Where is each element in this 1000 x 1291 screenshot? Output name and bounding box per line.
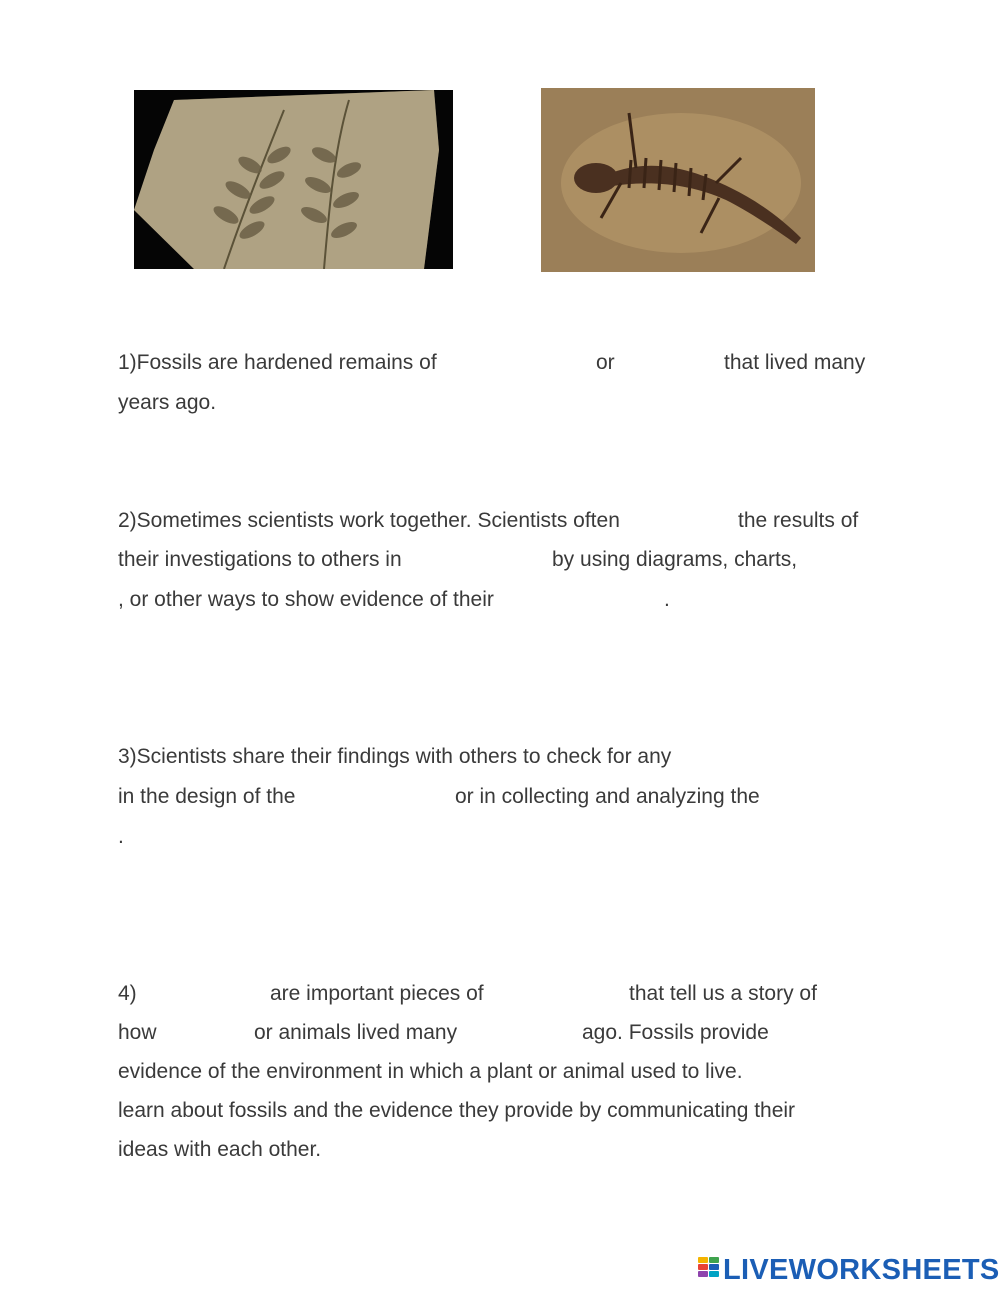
question-1-line-2 — [118, 391, 217, 439]
q1-text-b: or — [596, 351, 615, 374]
reptile-fossil-icon — [541, 88, 815, 272]
q1-text-d: years ago. — [118, 391, 217, 414]
liveworksheets-logo-icon — [698, 1257, 720, 1283]
q3-blank-1[interactable] — [723, 817, 873, 841]
q2-text-a: 2)Sometimes scientists work together. Scientists often — [118, 509, 620, 532]
q4-text-i: ideas with each other. — [118, 1138, 322, 1161]
fern-fossil-icon — [134, 90, 453, 269]
q2-blank-2[interactable] — [433, 644, 548, 668]
q3-blank-2[interactable] — [316, 881, 451, 905]
q3-text-d: . — [118, 825, 124, 848]
q1-text-a: 1)Fossils are hardened remains of — [118, 351, 437, 374]
q2-text-f: . — [664, 588, 670, 611]
liveworksheets-logo — [698, 1255, 1000, 1285]
question-4-line-5 — [118, 1138, 322, 1186]
q4-text-b: are important pieces of — [270, 982, 484, 1005]
q3-text-a: 3)Scientists share their findings with others to check for any — [118, 745, 672, 768]
q2-blank-4[interactable] — [530, 684, 660, 708]
q2-text-d: by using diagrams, charts, — [552, 548, 798, 571]
question-2-line-3 — [118, 588, 670, 684]
q4-text-a: 4) — [118, 982, 137, 1005]
q1-blank-2[interactable] — [623, 495, 718, 519]
q4-blank-2[interactable] — [510, 1126, 625, 1150]
q2-text-b: the results of — [738, 509, 859, 532]
q2-text-e: , or other ways to show evidence of their — [118, 588, 494, 611]
q3-blank-3[interactable] — [118, 785, 238, 809]
q4-text-e: or animals lived many — [254, 1021, 458, 1044]
q4-text-g: evidence of the environment in which a plant or animal used to live. — [118, 1060, 743, 1083]
reptile-fossil-image — [541, 88, 815, 272]
q1-text-c: that lived many — [724, 351, 866, 374]
q4-text-d: how — [118, 1021, 157, 1044]
q2-blank-3[interactable] — [823, 668, 933, 692]
fern-fossil-image — [134, 90, 453, 269]
q4-text-h: learn about fossils and the evidence they provide by communicating their — [118, 1099, 796, 1122]
q3-text-b: in the design of the — [118, 785, 296, 808]
liveworksheets-wordmark: LIVEWORKSHEETS — [723, 1253, 1000, 1286]
q4-text-f: ago. Fossils provide — [582, 1021, 769, 1044]
q2-text-c: their investigations to others in — [118, 548, 402, 571]
q4-blank-4[interactable] — [480, 1165, 578, 1189]
question-3-line-3 — [118, 825, 130, 897]
q3-text-c: or in collecting and analyzing the — [455, 785, 760, 808]
q1-blank-1[interactable] — [473, 471, 583, 495]
q4-text-c: that tell us a story of — [629, 982, 817, 1005]
q2-blank-1[interactable] — [668, 605, 733, 629]
